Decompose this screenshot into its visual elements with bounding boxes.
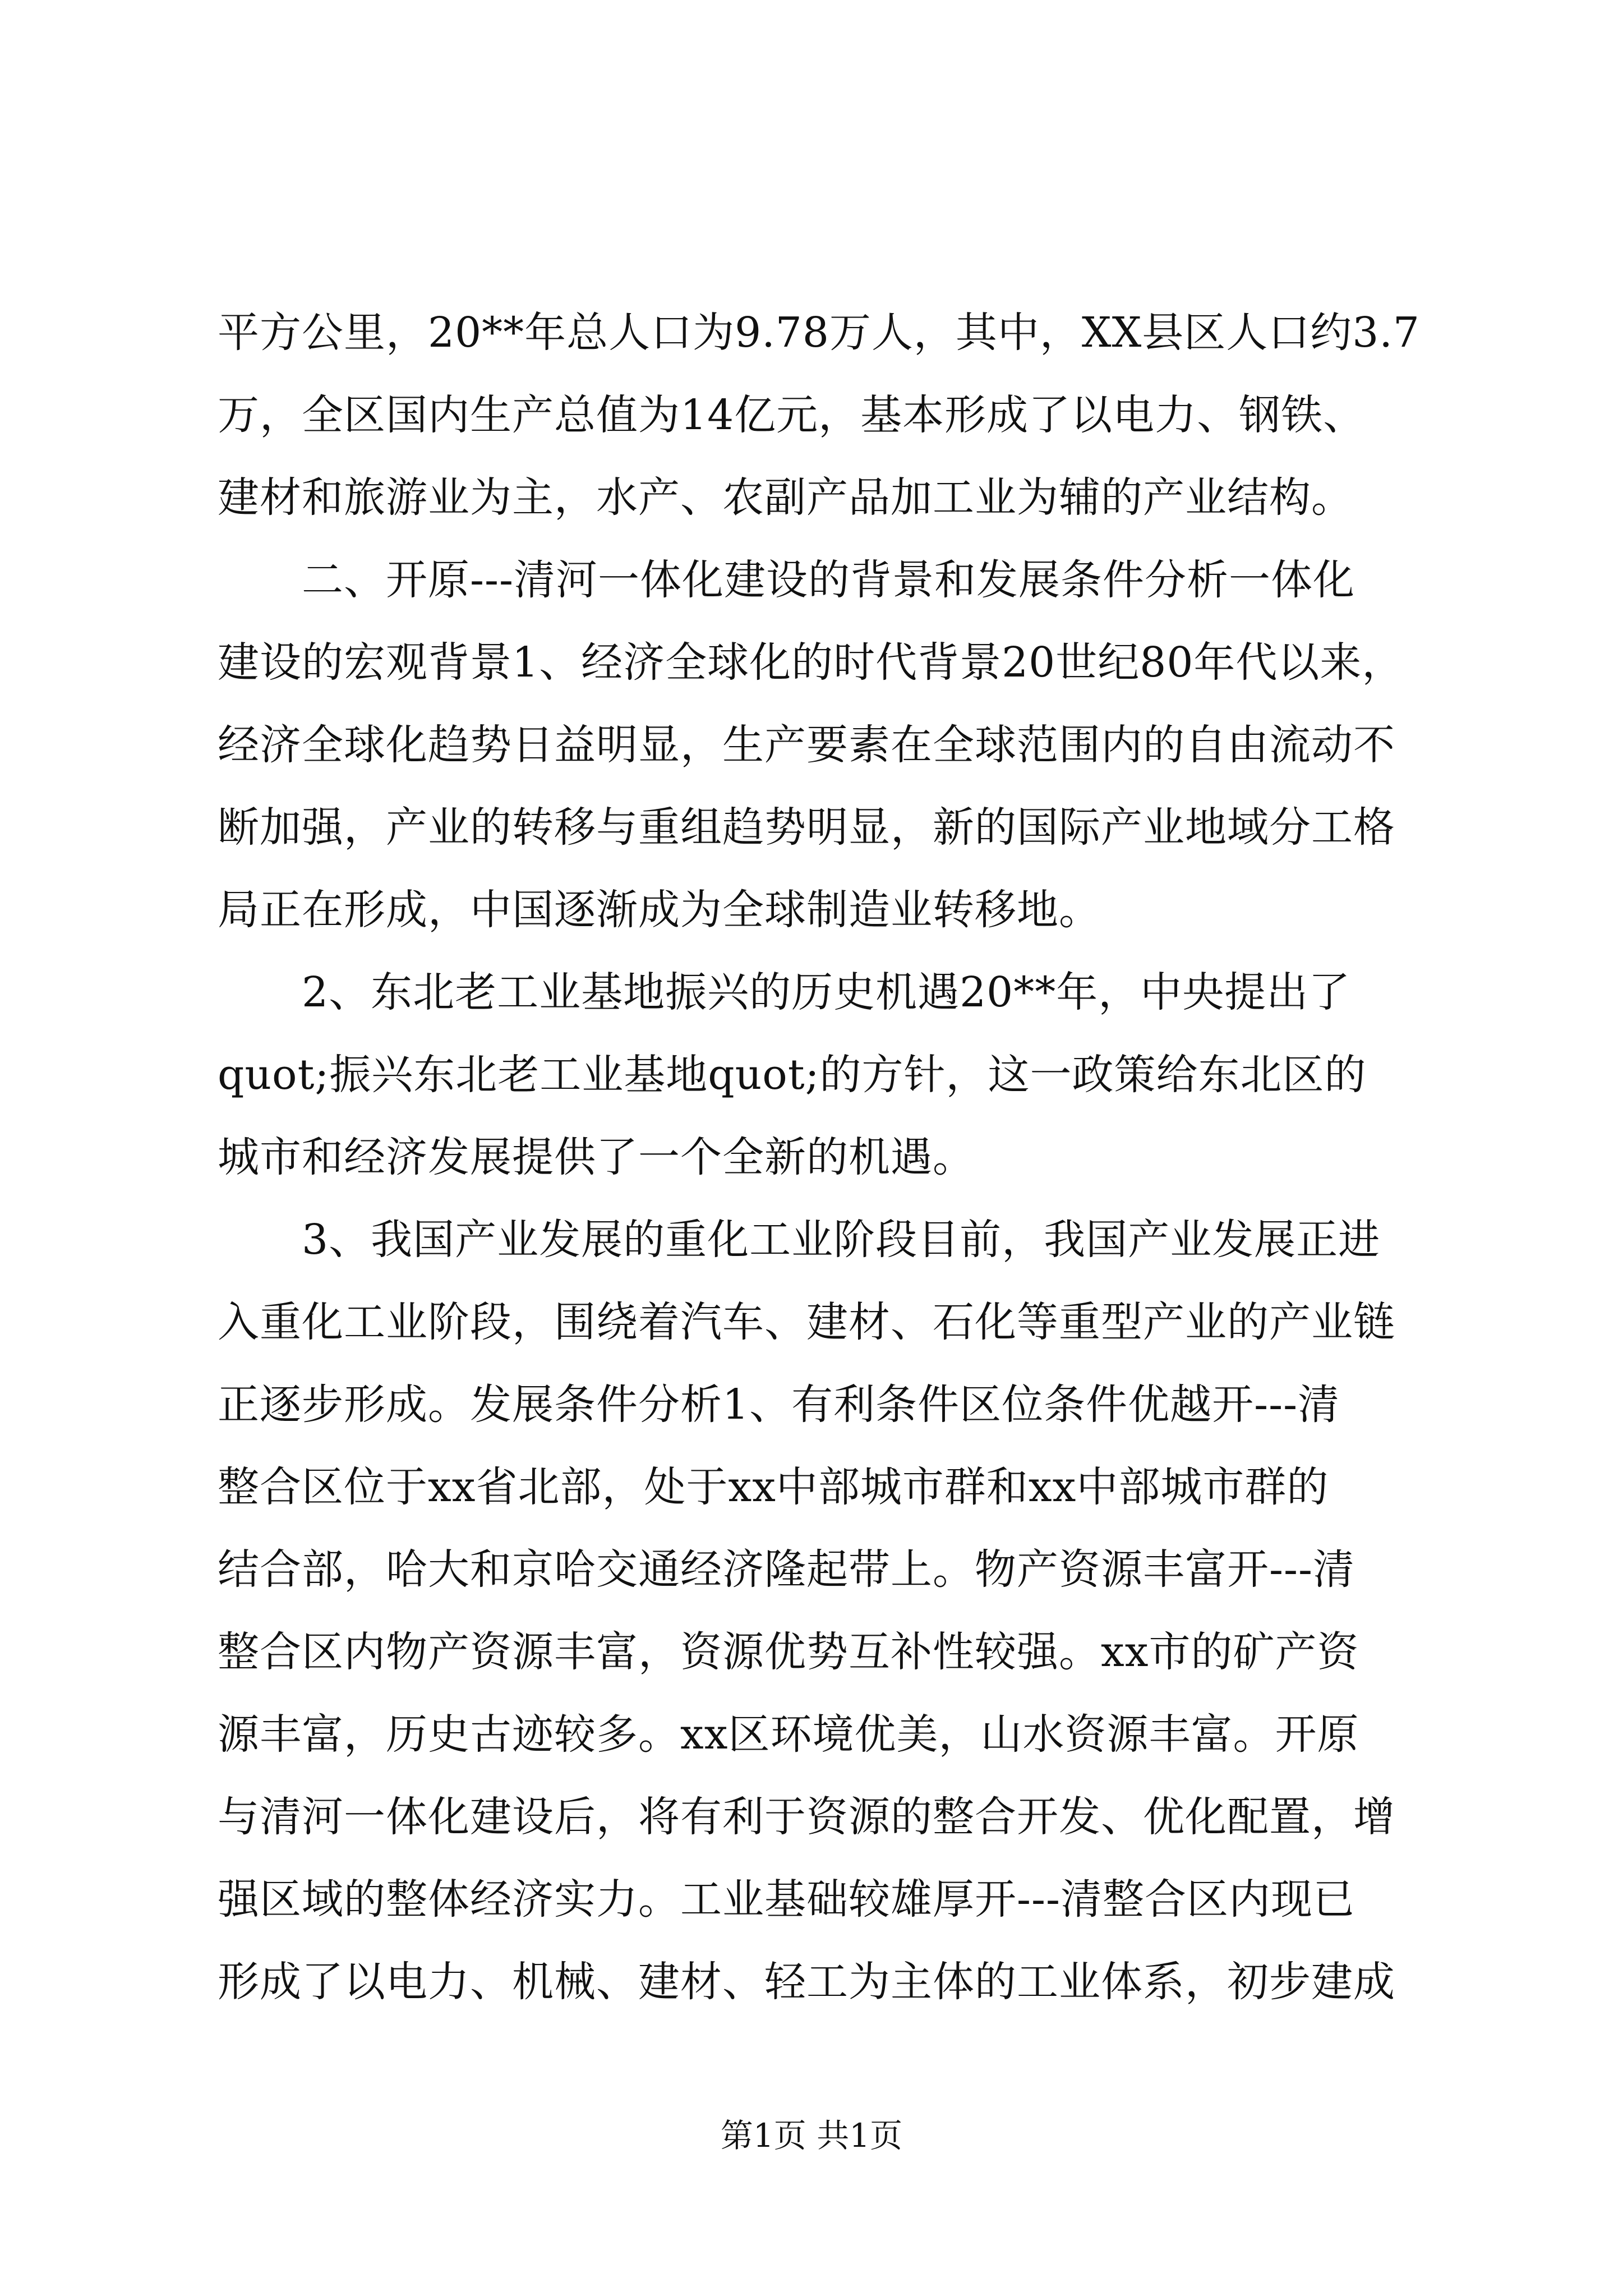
text-line: 平方公里，20**年总人口为9.78万人，其中，XX县区人口约3.7 — [218, 309, 1420, 357]
text-line: 城市和经济发展提供了一个全新的机遇。 — [218, 1133, 975, 1181]
paragraph-start-line: 3、我国产业发展的重化工业阶段目前，我国产业发展正进 — [302, 1216, 1381, 1264]
text-line: 正逐步形成。发展条件分析1、有利条件区位条件优越开---清 — [218, 1381, 1340, 1429]
text-line: 建材和旅游业为主，水产、农副产品加工业为辅的产业结构。 — [218, 473, 1353, 522]
document-body — [218, 292, 1440, 2023]
text-line: 整合区内物产资源丰富，资源优势互补性较强。xx市的矿产资 — [218, 1628, 1359, 1676]
text-line: 结合部，哈大和京哈交通经济隆起带上。物产资源丰富开---清 — [218, 1545, 1355, 1594]
text-line: 源丰富，历史古迹较多。xx区环境优美，山水资源丰富。开原 — [218, 1710, 1359, 1759]
text-line: 局正在形成，中国逐渐成为全球制造业转移地。 — [218, 886, 1101, 934]
page-footer — [0, 2109, 1623, 2156]
paragraph-start-line: 2、东北老工业基地振兴的历史机遇20**年，中央提出了 — [302, 968, 1351, 1016]
text-line: 断加强，产业的转移与重组趋势明显，新的国际产业地域分工格 — [218, 803, 1395, 852]
text-line: 与清河一体化建设后，将有利于资源的整合开发、优化配置，增 — [218, 1793, 1395, 1841]
page-number-label: 第1页 共1页 — [720, 2116, 903, 2155]
text-line: 整合区位于xx省北部，处于xx中部城市群和xx中部城市群的 — [218, 1463, 1329, 1511]
paragraph-start-line: 二、开原---清河一体化建设的背景和发展条件分析一体化 — [302, 556, 1355, 604]
text-line: 经济全球化趋势日益明显，生产要素在全球范围内的自由流动不 — [218, 721, 1395, 769]
text-line: 入重化工业阶段，围绕着汽车、建材、石化等重型产业的产业链 — [218, 1298, 1395, 1346]
text-line: 形成了以电力、机械、建材、轻工为主体的工业体系，初步建成 — [218, 1958, 1395, 2006]
text-line: 万，全区国内生产总值为14亿元，基本形成了以电力、钢铁、 — [218, 391, 1366, 439]
text-line: 强区域的整体经济实力。工业基础较雄厚开---清整合区内现已 — [218, 1875, 1355, 1924]
text-line: quot;振兴东北老工业基地quot;的方针，这一政策给东北区的 — [218, 1051, 1367, 1099]
text-line: 建设的宏观背景1、经济全球化的时代背景20世纪80年代以来， — [218, 638, 1404, 687]
